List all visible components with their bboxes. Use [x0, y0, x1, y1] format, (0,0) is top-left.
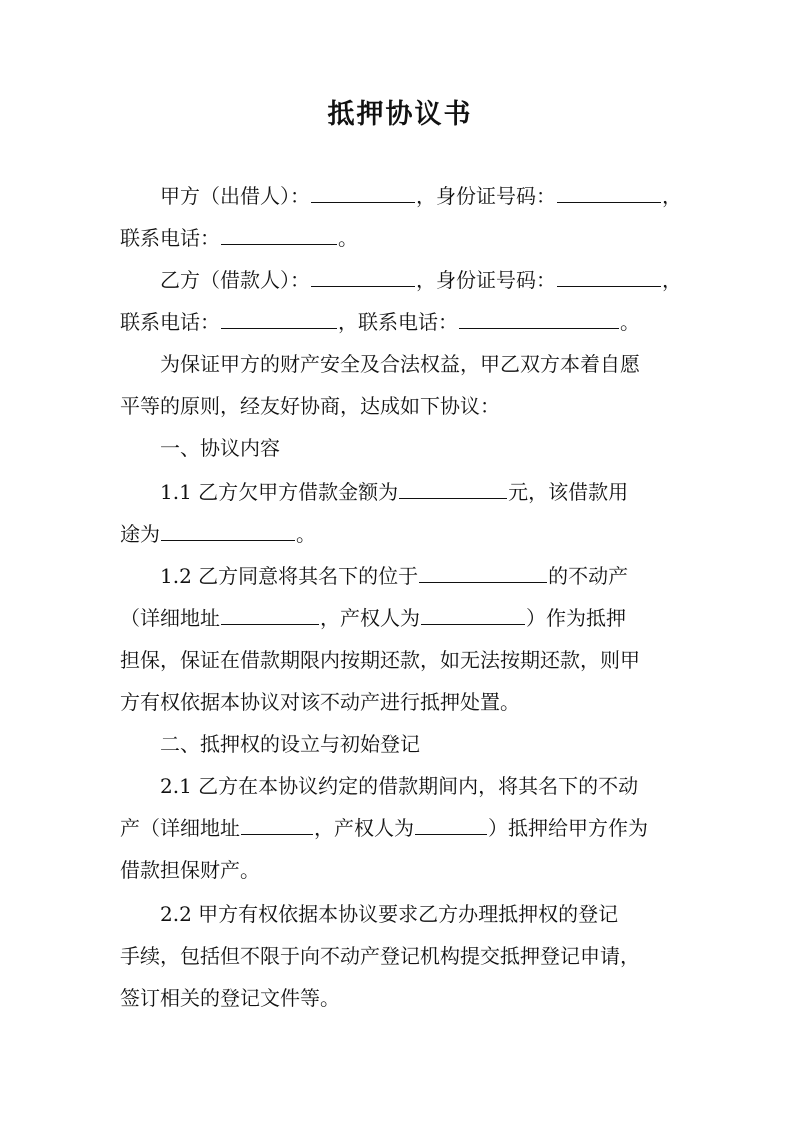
mortgage-owner-blank	[415, 816, 487, 835]
party-b-id-blank	[557, 268, 661, 287]
clause-2-2: 手续，包括但不限于向不动产登记机构提交抵押登记申请，	[120, 944, 640, 968]
text: 途为	[120, 522, 160, 546]
document-title: 抵押协议书	[327, 99, 473, 130]
text: ，产权人为	[314, 816, 414, 840]
text: 乙方（借款人）：	[160, 268, 310, 292]
text: ，产权人为	[320, 606, 420, 630]
text: ，身份证号码：	[416, 184, 556, 208]
clause-1-2	[160, 564, 690, 588]
loan-amount-blank	[399, 480, 507, 499]
text: 的不动产	[548, 564, 629, 588]
text: 元，该借款用	[508, 480, 629, 504]
party-a-phone-line	[120, 226, 690, 250]
mortgage-address-blank	[241, 816, 313, 835]
text: 甲方（出借人）：	[160, 184, 310, 208]
text: 1.2 乙方同意将其名下的位于	[160, 564, 419, 588]
party-b-line	[160, 268, 690, 292]
text: （详细地址	[120, 606, 220, 630]
preamble-line: 平等的原则，经友好协商，达成如下协议：	[120, 394, 500, 418]
party-a-name-blank	[311, 184, 415, 203]
text: ）抵押给甲方作为	[488, 816, 648, 840]
clause-1-2: 方有权依据本协议对该不动产进行抵押处置。	[120, 690, 520, 714]
party-b-phone2-blank	[459, 310, 619, 329]
text: ，身份证号码：	[416, 268, 556, 292]
text: 联系电话：	[120, 310, 220, 334]
preamble-line: 为保证甲方的财产安全及合法权益，甲乙双方本着自愿	[160, 352, 640, 376]
property-location-blank	[419, 564, 547, 583]
text: ）作为抵押	[526, 606, 626, 630]
clause-2-2: 签订相关的登记文件等。	[120, 986, 340, 1010]
clause-1-1	[160, 480, 690, 504]
property-address-blank	[221, 606, 319, 625]
party-b-name-blank	[311, 268, 415, 287]
text: ，联系电话：	[338, 310, 458, 334]
clause-1-2: 担保，保证在借款期限内按期还款，如无法按期还款，则甲	[120, 648, 640, 672]
clause-1-2	[120, 606, 690, 630]
clause-2-1	[120, 816, 690, 840]
text: 。	[296, 522, 316, 546]
clause-2-2: 2.2 甲方有权依据本协议要求乙方办理抵押权的登记	[160, 902, 619, 926]
text: 1.1 乙方欠甲方借款金额为	[160, 480, 399, 504]
text: 联系电话：	[120, 226, 220, 250]
property-owner-blank	[421, 606, 525, 625]
section-heading: 二、抵押权的设立与初始登记	[160, 732, 420, 756]
party-b-phone-line	[120, 310, 690, 334]
clause-1-1	[120, 522, 690, 546]
clause-2-1: 借款担保财产。	[120, 858, 260, 882]
party-a-line	[160, 184, 690, 208]
text: ，	[662, 184, 682, 208]
party-b-phone-blank	[221, 310, 337, 329]
section-heading: 一、协议内容	[160, 436, 280, 460]
text: 。	[620, 310, 640, 334]
text: 产（详细地址	[120, 816, 240, 840]
party-a-phone-blank	[221, 226, 337, 245]
party-a-id-blank	[557, 184, 661, 203]
text: 。	[338, 226, 358, 250]
loan-purpose-blank	[161, 522, 295, 541]
text: ，	[662, 268, 682, 292]
clause-2-1: 2.1 乙方在本协议约定的借款期间内，将其名下的不动	[160, 774, 639, 798]
